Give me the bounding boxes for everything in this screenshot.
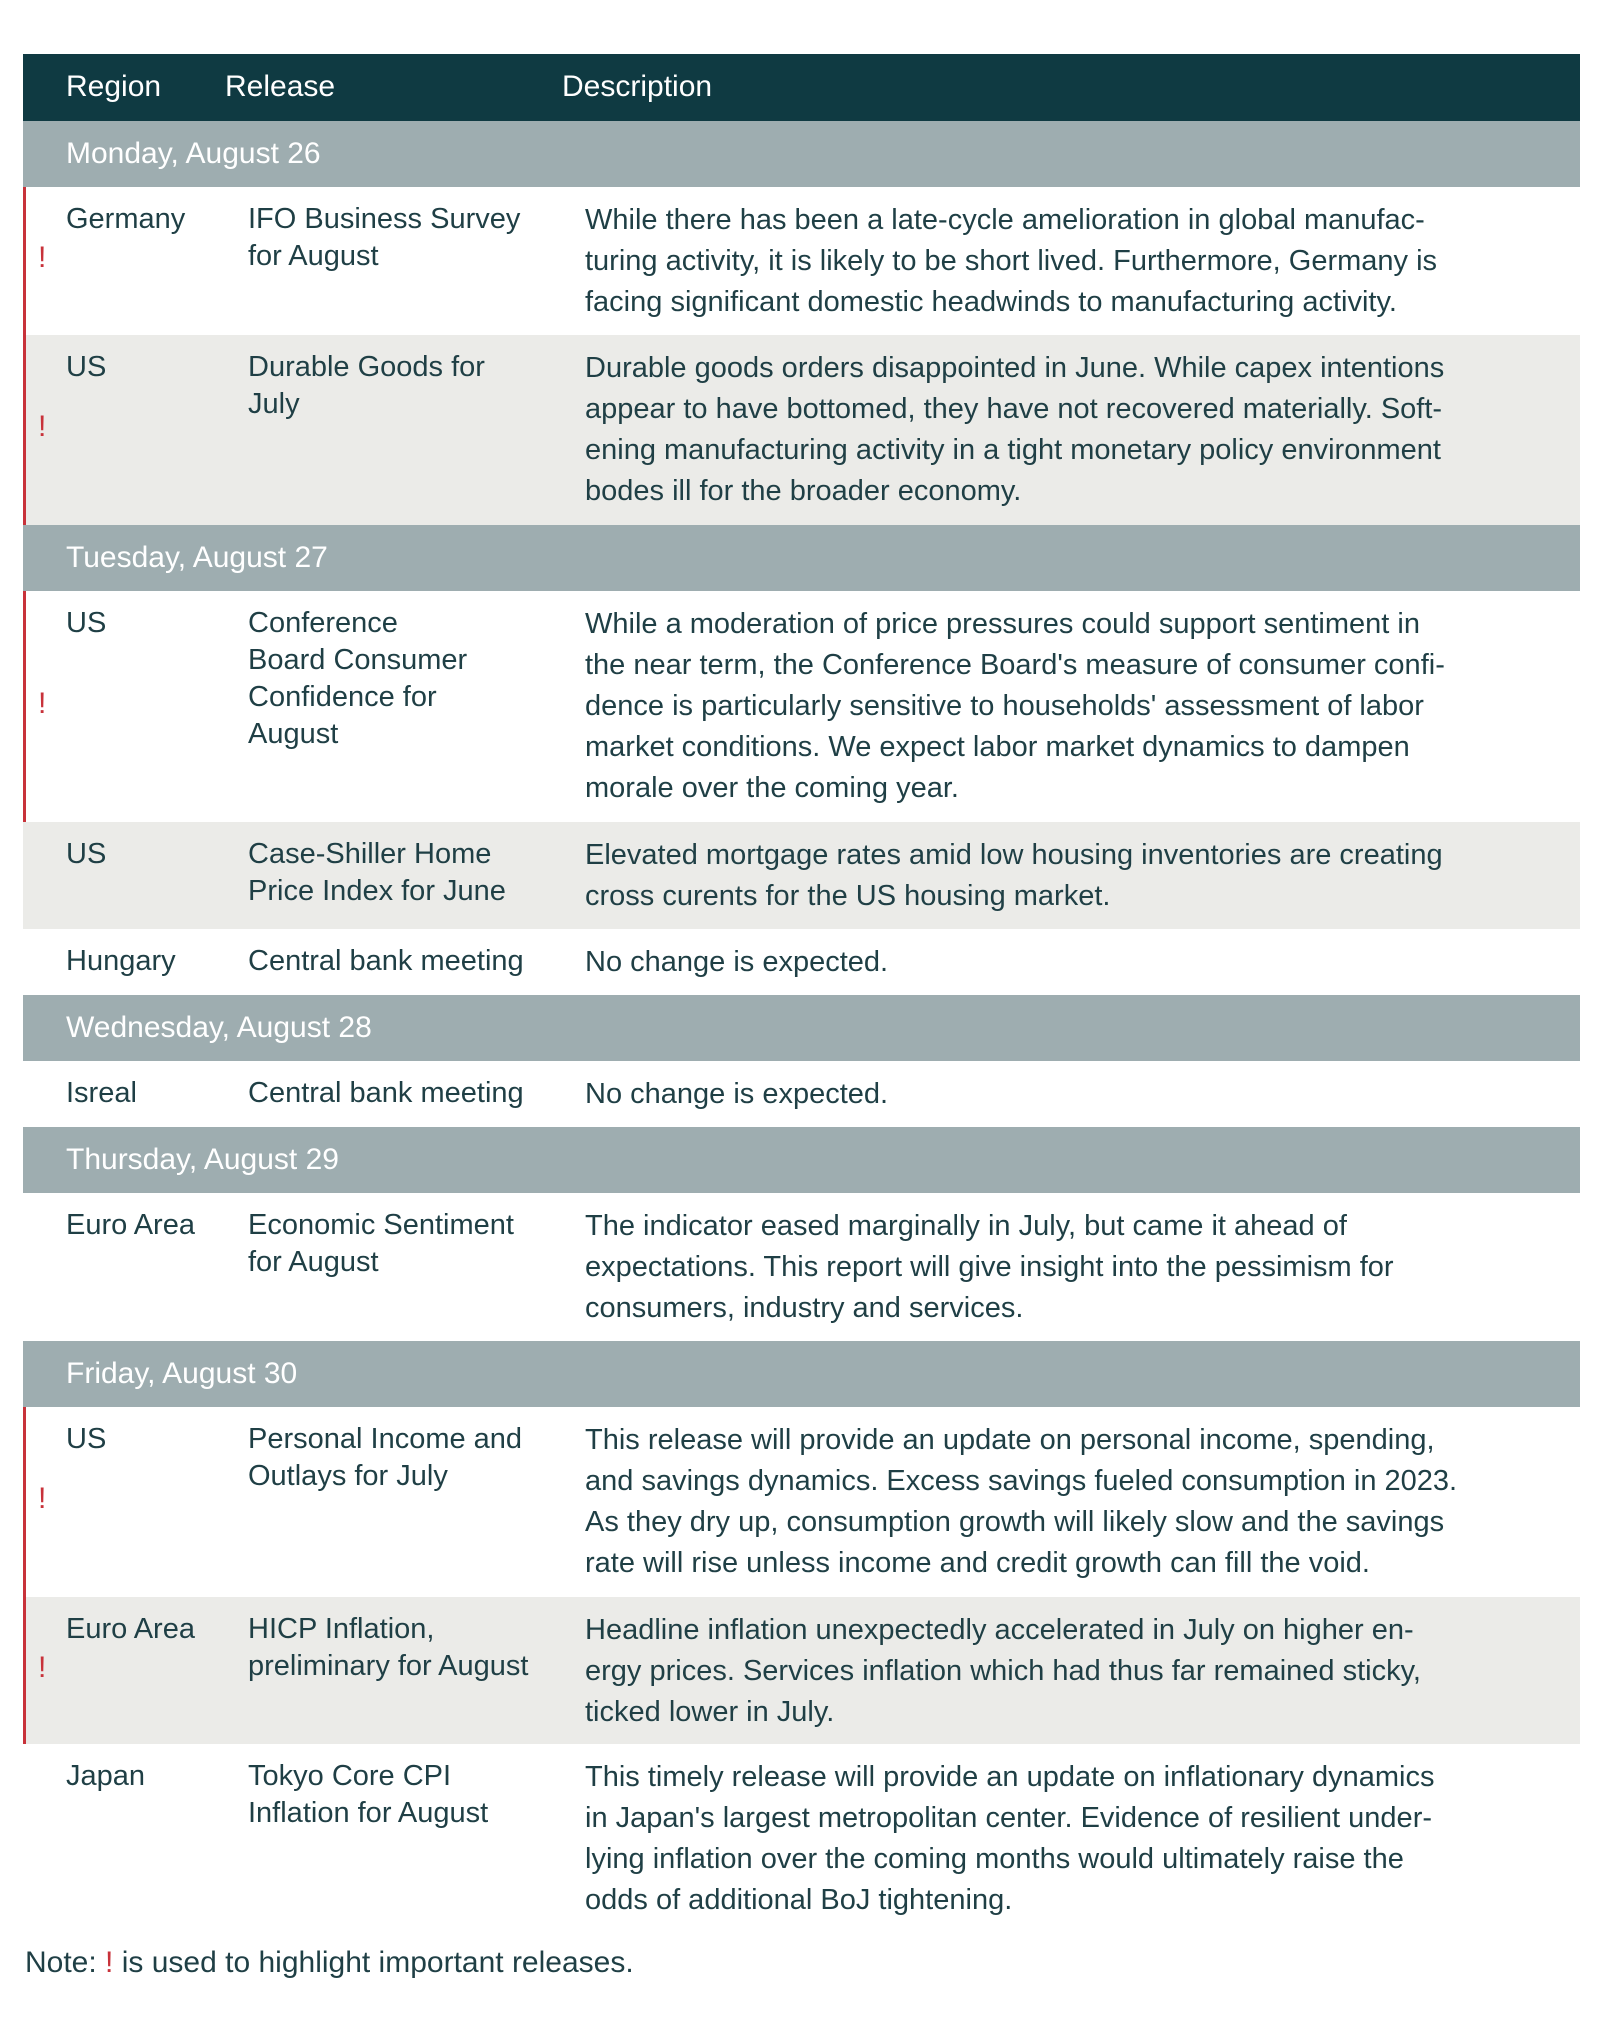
day-label: Thursday, August 29 xyxy=(66,1143,339,1176)
release-line: July xyxy=(248,388,300,420)
region-cell: Euro Area xyxy=(66,1613,195,1645)
description-line: ticked lower in July. xyxy=(585,1696,835,1728)
description-cell xyxy=(585,1757,1434,1921)
release-line: Economic Sentiment xyxy=(248,1209,514,1241)
description-line: bodes ill for the broader economy. xyxy=(585,475,1022,507)
release-line: Inflation for August xyxy=(248,1797,489,1829)
description-line: expectations. This report will give insight into the pessimism for xyxy=(585,1251,1394,1283)
table-row xyxy=(23,1061,1580,1127)
header-release: Release xyxy=(225,70,336,103)
release-line: Price Index for June xyxy=(248,875,506,907)
region-cell: Japan xyxy=(66,1760,146,1792)
release-line: Conference xyxy=(248,607,398,639)
day-header xyxy=(23,995,1580,1061)
description-line: facing significant domestic headwinds to manufacturing activity. xyxy=(585,286,1397,318)
description-cell xyxy=(585,200,1437,323)
release-cell xyxy=(248,349,485,423)
release-line: HICP Inflation, xyxy=(248,1613,435,1645)
table-row xyxy=(23,187,1580,335)
description-line: As they dry up, consumption growth will likely slow and the savings xyxy=(585,1506,1445,1538)
region-cell: US xyxy=(66,838,107,870)
table-row xyxy=(23,1407,1580,1597)
table-row xyxy=(23,1193,1580,1341)
table-row xyxy=(23,591,1580,822)
description-cell xyxy=(585,348,1444,512)
release-line: Central bank meeting xyxy=(248,1077,524,1109)
description-line: appear to have bottomed, they have not recovered materially. Soft- xyxy=(585,393,1443,425)
region-cell: Germany xyxy=(66,203,186,235)
release-line: Confidence for xyxy=(248,681,437,713)
release-cell xyxy=(248,605,467,753)
region-cell: US xyxy=(66,607,107,639)
economic-calendar-table xyxy=(23,54,1580,1930)
description-line: ergy prices. Services inflation which had thus far remained sticky, xyxy=(585,1655,1421,1687)
day-label: Wednesday, August 28 xyxy=(66,1011,372,1044)
description-line: Durable goods orders disappointed in June. While capex intentions xyxy=(585,352,1445,384)
important-marker-icon: ! xyxy=(38,686,47,720)
table-body xyxy=(23,121,1580,1930)
note-prefix: Note: xyxy=(25,1946,106,1979)
description-line: Elevated mortgage rates amid low housing inventories are creating xyxy=(585,839,1443,871)
table-row xyxy=(23,1744,1580,1930)
description-cell xyxy=(585,1610,1421,1733)
description-line: market conditions. We expect labor market dynamics to dampen xyxy=(585,731,1410,763)
release-cell xyxy=(248,836,506,910)
release-line: for August xyxy=(248,240,379,272)
description-line: While a moderation of price pressures could support sentiment in xyxy=(585,608,1420,640)
description-line: and savings dynamics. Excess savings fueled consumption in 2023. xyxy=(585,1465,1458,1497)
release-cell xyxy=(248,1207,514,1281)
day-header xyxy=(23,1341,1580,1407)
description-line: This release will provide an update on personal income, spending, xyxy=(585,1424,1435,1456)
description-line: No change is expected. xyxy=(585,1078,889,1110)
description-line: consumers, industry and services. xyxy=(585,1292,1024,1324)
release-line: Personal Income and xyxy=(248,1423,523,1455)
description-line: odds of additional BoJ tightening. xyxy=(585,1884,1013,1916)
description-line: morale over the coming year. xyxy=(585,772,959,804)
day-label: Monday, August 26 xyxy=(66,137,321,170)
description-cell xyxy=(585,1206,1394,1329)
description-line: While there has been a late-cycle amelioration in global manufac- xyxy=(585,204,1425,236)
description-line: This timely release will provide an update on inflationary dynamics xyxy=(585,1761,1435,1793)
description-line: turing activity, it is likely to be short lived. Furthermore, Germany is xyxy=(585,245,1438,277)
description-line: in Japan's largest metropolitan center. Evidence of resilient under- xyxy=(585,1802,1433,1834)
description-cell xyxy=(585,942,888,983)
day-label: Friday, August 30 xyxy=(66,1357,298,1390)
description-line: dence is particularly sensitive to households' assessment of labor xyxy=(585,690,1424,722)
region-cell: Euro Area xyxy=(66,1209,195,1241)
description-line: Headline inflation unexpectedly accelerated in July on higher en- xyxy=(585,1614,1414,1646)
description-line: The indicator eased marginally in July, but came it ahead of xyxy=(585,1210,1347,1242)
region-cell: US xyxy=(66,1423,107,1455)
release-cell xyxy=(248,1611,528,1685)
description-cell xyxy=(585,604,1445,809)
description-line: rate will rise unless income and credit growth can fill the void. xyxy=(585,1547,1370,1579)
important-marker-icon: ! xyxy=(38,410,47,443)
release-line: Case-Shiller Home xyxy=(248,838,492,870)
description-cell xyxy=(585,835,1443,917)
description-line: lying inflation over the coming months would ultimately raise the xyxy=(585,1843,1404,1875)
day-label: Tuesday, August 27 xyxy=(66,541,328,574)
release-cell xyxy=(248,201,520,275)
region-cell: Isreal xyxy=(66,1077,137,1109)
release-line: Durable Goods for xyxy=(248,351,485,383)
description-line: cross curents for the US housing market. xyxy=(585,880,1111,912)
description-line: No change is expected. xyxy=(585,946,889,978)
description-line: the near term, the Conference Board's measure of consumer confi- xyxy=(585,649,1445,681)
release-line: Tokyo Core CPI xyxy=(248,1760,452,1792)
release-cell xyxy=(248,1421,522,1495)
table-row xyxy=(23,335,1580,525)
release-line: Central bank meeting xyxy=(248,945,524,977)
release-cell xyxy=(248,1758,488,1832)
release-cell xyxy=(248,943,524,980)
release-line: August xyxy=(248,718,339,750)
important-marker-icon: ! xyxy=(38,241,47,274)
description-cell xyxy=(585,1420,1457,1584)
table-row xyxy=(23,822,1580,929)
release-line: Board Consumer xyxy=(248,644,468,676)
header-description: Description xyxy=(562,70,713,103)
day-header xyxy=(23,121,1580,187)
table-row xyxy=(23,929,1580,995)
release-cell xyxy=(248,1075,524,1112)
region-cell: US xyxy=(66,351,107,383)
description-cell xyxy=(585,1074,888,1115)
footnote xyxy=(25,1946,634,1980)
important-marker-icon: ! xyxy=(38,1482,47,1515)
important-marker-icon: ! xyxy=(38,1650,47,1684)
header-region: Region xyxy=(66,70,162,103)
day-header xyxy=(23,525,1580,591)
release-line: IFO Business Survey xyxy=(248,203,521,235)
note-suffix: is used to highlight important releases. xyxy=(113,1946,634,1979)
region-cell: Hungary xyxy=(66,945,176,977)
important-marker-icon: ! xyxy=(105,1946,114,1979)
table-row xyxy=(23,1597,1580,1744)
table-header xyxy=(23,54,1580,121)
release-line: preliminary for August xyxy=(248,1650,529,1682)
release-line: Outlays for July xyxy=(248,1460,448,1492)
release-line: for August xyxy=(248,1246,379,1278)
description-line: ening manufacturing activity in a tight monetary policy environment xyxy=(585,434,1441,466)
day-header xyxy=(23,1127,1580,1193)
